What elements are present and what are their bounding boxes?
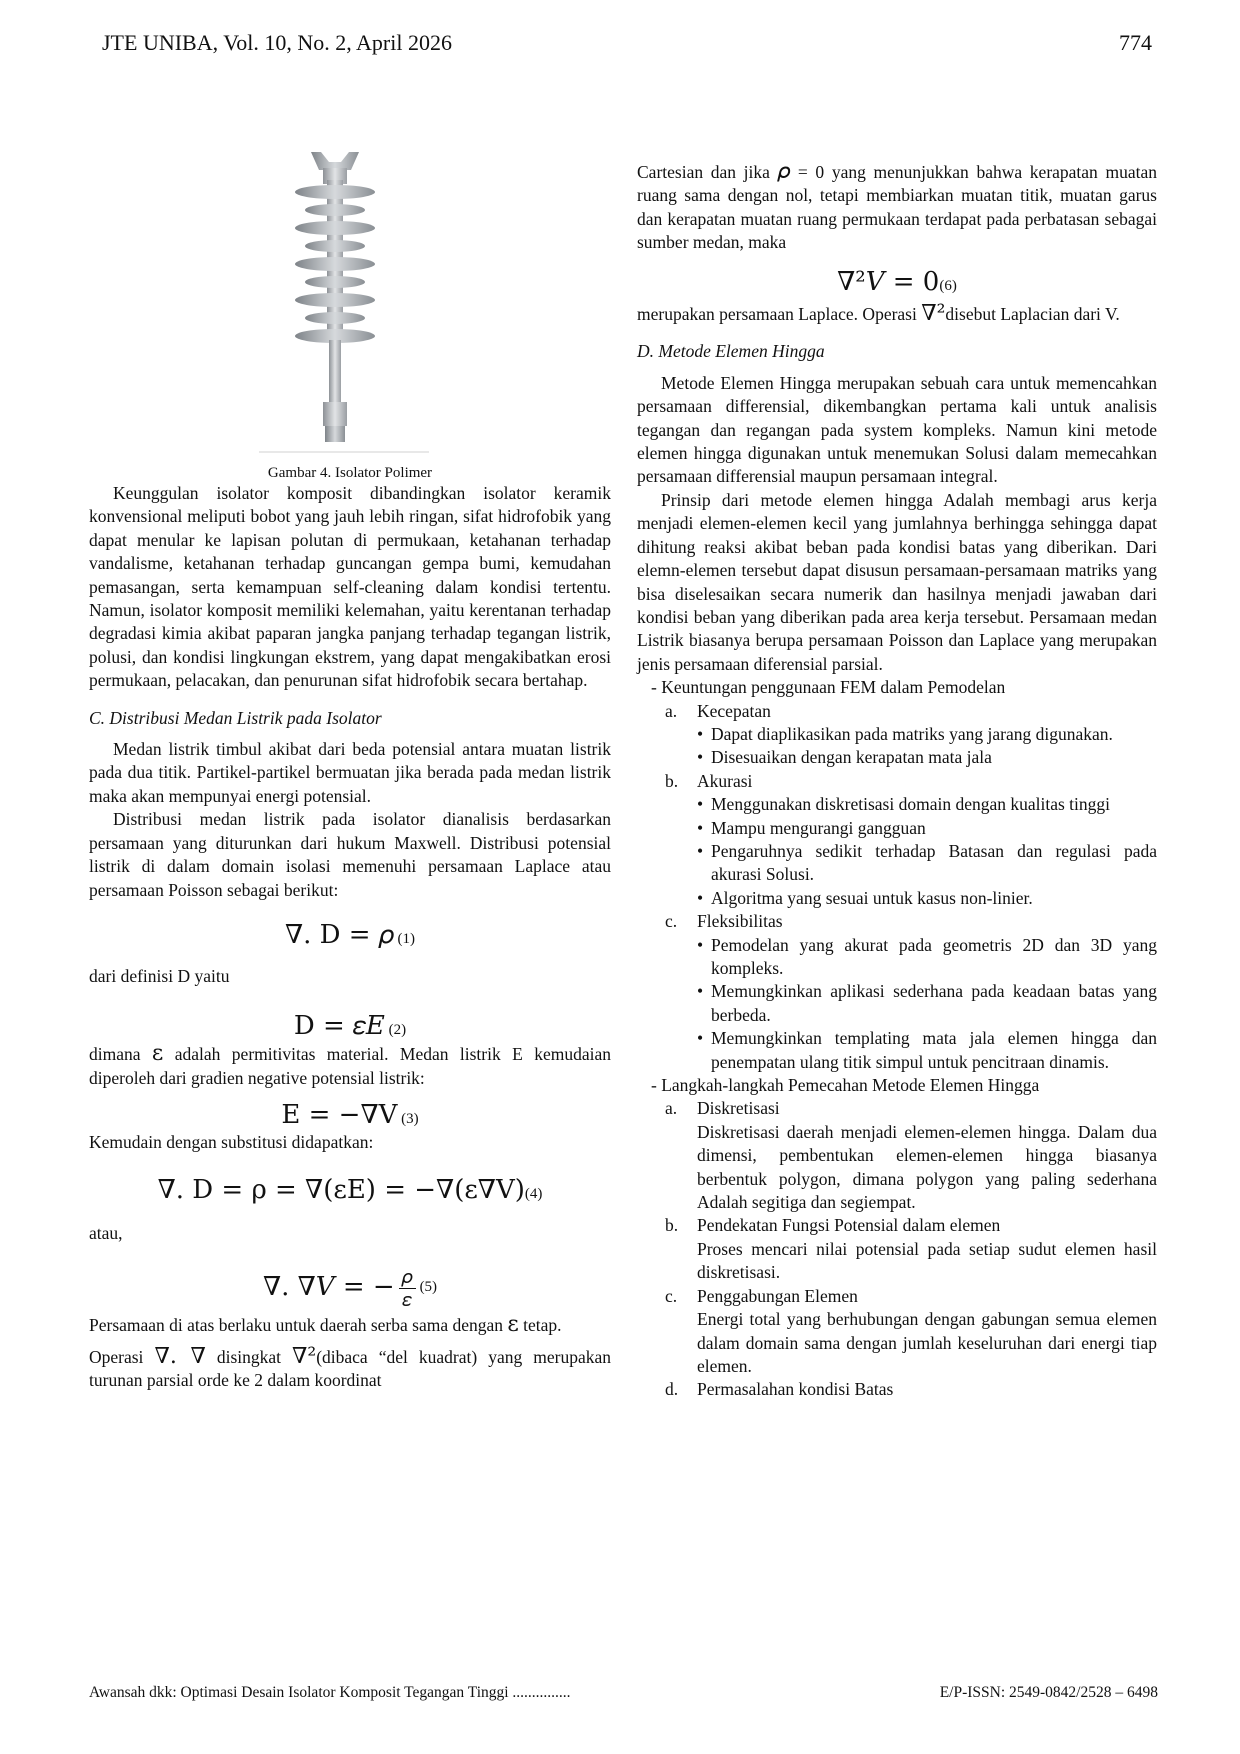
list-item: b. Akurasi bbox=[665, 770, 753, 791]
right-column bbox=[637, 160, 1157, 1402]
footer-citation: Awansah dkk: Optimasi Desain Isolator Komposit Tegangan Tinggi ............... bbox=[89, 1684, 571, 1701]
paragraph: Keunggulan isolator komposit dibandingkan isolator keramik konvensional meliputi bobot yang jauh lebih ringan, sifat hidrofobik yang dapat menular ke lapisan polutan di permukaan, ketahanan terhadap vandalisme, ketahanan terhadap guncangan gempa bumi, kemudahan pemasangan, serta kemampuan self-cleaning dalam kondisi tertentu. Namun, isolator komposit memiliki kelemahan, yaitu kerentanan terhadap degradasi kimia akibat paparan jangka panjang terhadap tegangan listrik, polusi, dan kondisi lingkungan ekstrem, yang dapat mengakibatkan erosi permukaan, pelacakan, dan penurunan sifat hidrofobik secara bertahap. bbox=[89, 483, 611, 691]
list-item: c. Fleksibilitas bbox=[665, 911, 783, 932]
list-item: d. Permasalahan kondisi Batas bbox=[665, 1379, 894, 1400]
list-item-body: Energi total yang berhubungan dengan gabungan semua elemen dalam domain sama dengan jumlah keseluruhan dari energi tiap elemen. bbox=[697, 1309, 1157, 1376]
bullet-item: • Memungkinkan templating mata jala elemen hingga dan penempatan ulang titik simpul untuk pencitraan dinamis. bbox=[697, 1028, 1157, 1072]
paragraph: merupakan persamaan Laplace. Operasi ∇²disebut Laplacian dari V. bbox=[637, 301, 1120, 327]
equation-4: ∇. D = ρ = ∇(εE) = −∇(ε∇V)(4) bbox=[157, 1174, 543, 1205]
equation-5: ∇. ∇𝑉 = − 𝜌 𝜀 (5) bbox=[262, 1265, 438, 1311]
journal-header: JTE UNIBA, Vol. 10, No. 2, April 2026 bbox=[102, 30, 452, 55]
list-item: c. Penggabungan Elemen bbox=[665, 1285, 858, 1306]
list-item-body: Diskretisasi daerah menjadi elemen-elemen hingga. Dalam dua dimensi, pembentukan elemen-elemen hingga biasanya berbentuk polygon, dimana polygon yang paling sederhana Adalah segitiga dan segiempat. bbox=[697, 1121, 1157, 1213]
bullet-item: • Pengaruhnya sedikit terhadap Batasan dan regulasi pada akurasi Solusi. bbox=[697, 840, 1157, 885]
paragraph: Prinsip dari metode elemen hingga Adalah membagi arus kerja menjadi elemen-elemen kecil yang jumlahnya berhingga sehingga dapat dihitung reaksi akibat beban pada kondisi batas yang diberikan. Dari elemn-elemen tersebut dapat disusun persamaan-persamaan matriks yang bisa diselesaikan secara numerik dan hasilnya menjadi jawaban dari kondisi beban yang diberikan pada area kerja tersebut. Persamaan medan Listrik biasanya berupa persamaan Poisson dan Laplace yang merupakan jenis persamaan diferensial parsial. bbox=[637, 489, 1157, 674]
text-line: atau, bbox=[89, 1223, 123, 1244]
section-heading: D. Metode Elemen Hingga bbox=[637, 341, 825, 362]
section-heading: C. Distribusi Medan Listrik pada Isolator bbox=[89, 707, 382, 728]
bullet-item: • Menggunakan diskretisasi domain dengan kualitas tinggi bbox=[697, 794, 1111, 815]
equation-3: E = −∇V (3) bbox=[281, 1099, 419, 1130]
bullet-item: • Pemodelan yang akurat pada geometris 2D dan 3D yang kompleks. bbox=[697, 934, 1157, 978]
polymer-insulator-icon bbox=[89, 140, 611, 460]
list-heading: - Langkah-langkah Pemecahan Metode Elemen Hingga bbox=[651, 1075, 1040, 1096]
equation-2: D = 𝜀𝐸 (2) bbox=[293, 1010, 407, 1041]
list-heading: - Keuntungan penggunaan FEM dalam Pemodelan bbox=[651, 677, 1006, 698]
paragraph: Cartesian dan jika 𝜌 = 0 yang menunjukkan bahwa kerapatan muatan ruang sama dengan nol, tetapi membiarkan muatan titik, muatan garus dan kerapatan muatan ruang permukaan terdapat pada perbatasan sebagai sumber medan, maka bbox=[637, 159, 1157, 253]
bullet-item: • Disesuaikan dengan kerapatan mata jala bbox=[697, 747, 992, 768]
paragraph: Medan listrik timbul akibat dari beda potensial antara muatan listrik pada dua titik. Partikel-partikel bermuatan jika berada pada medan listrik maka akan mempunyai energi potensial. bbox=[89, 739, 611, 806]
text-line: dari definisi D yaitu bbox=[89, 966, 230, 987]
bullet-item: • Dapat diaplikasikan pada matriks yang jarang digunakan. bbox=[697, 723, 1113, 744]
figure-caption: Gambar 4. Isolator Polimer bbox=[267, 465, 433, 481]
text-line: Kemudain dengan substitusi didapatkan: bbox=[89, 1132, 374, 1153]
equation-1: ∇. D = 𝜌 (1) bbox=[284, 919, 416, 950]
list-item: b. Pendekatan Fungsi Potensial dalam elemen bbox=[665, 1215, 1001, 1236]
page-number: 774 bbox=[1119, 30, 1152, 55]
paragraph: Persamaan di atas berlaku untuk daerah serba sama dengan ε tetap. bbox=[89, 1311, 562, 1337]
equation-6: ∇²𝑉 = 0(6) bbox=[837, 266, 957, 297]
paragraph: dimana ε adalah permitivitas material. Medan listrik E kemudaian diperoleh dari gradien negative potensial listrik: bbox=[89, 1041, 612, 1088]
paragraph: Operasi ∇. ∇ disingkat ∇²(dibaca “del kuadrat) yang merupakan turunan parsial orde ke 2 dalam koordinat bbox=[89, 1343, 611, 1391]
bullet-item: • Algoritma yang sesuai untuk kasus non-linier. bbox=[697, 887, 1033, 908]
bullet-item: • Mampu mengurangi gangguan bbox=[697, 817, 926, 838]
list-item: a. Kecepatan bbox=[665, 700, 771, 721]
insulator-figure bbox=[89, 140, 611, 460]
bullet-item: • Memungkinkan aplikasi sederhana pada keadaan batas yang berbeda. bbox=[697, 981, 1157, 1025]
paragraph: Distribusi medan listrik pada isolator dianalisis berdasarkan persamaan yang diturunkan dari hukum Maxwell. Distribusi potensial listrik di dalam domain isolasi memenuhi persamaan Laplace atau persamaan Poisson sebagai berikut: bbox=[89, 809, 611, 900]
footer-issn: E/P-ISSN: 2549-0842/2528 – 6498 bbox=[939, 1684, 1158, 1701]
left-column bbox=[89, 140, 611, 1393]
list-item: a. Diskretisasi bbox=[665, 1098, 780, 1119]
paragraph: Metode Elemen Hingga merupakan sebuah cara untuk memencahkan persamaan differensial, dikembangkan pertama kali untuk analisis tegangan dan regangan pada system kompleks. Namun kini metode elemen hingga digunakan untuk menemukan Solusi dalam memecahkan persamaan differensial maupun persamaan integral. bbox=[637, 372, 1157, 487]
list-item-body: Proses mencari nilai potensial pada setiap sudut elemen hasil diskretisasi. bbox=[697, 1238, 1157, 1283]
